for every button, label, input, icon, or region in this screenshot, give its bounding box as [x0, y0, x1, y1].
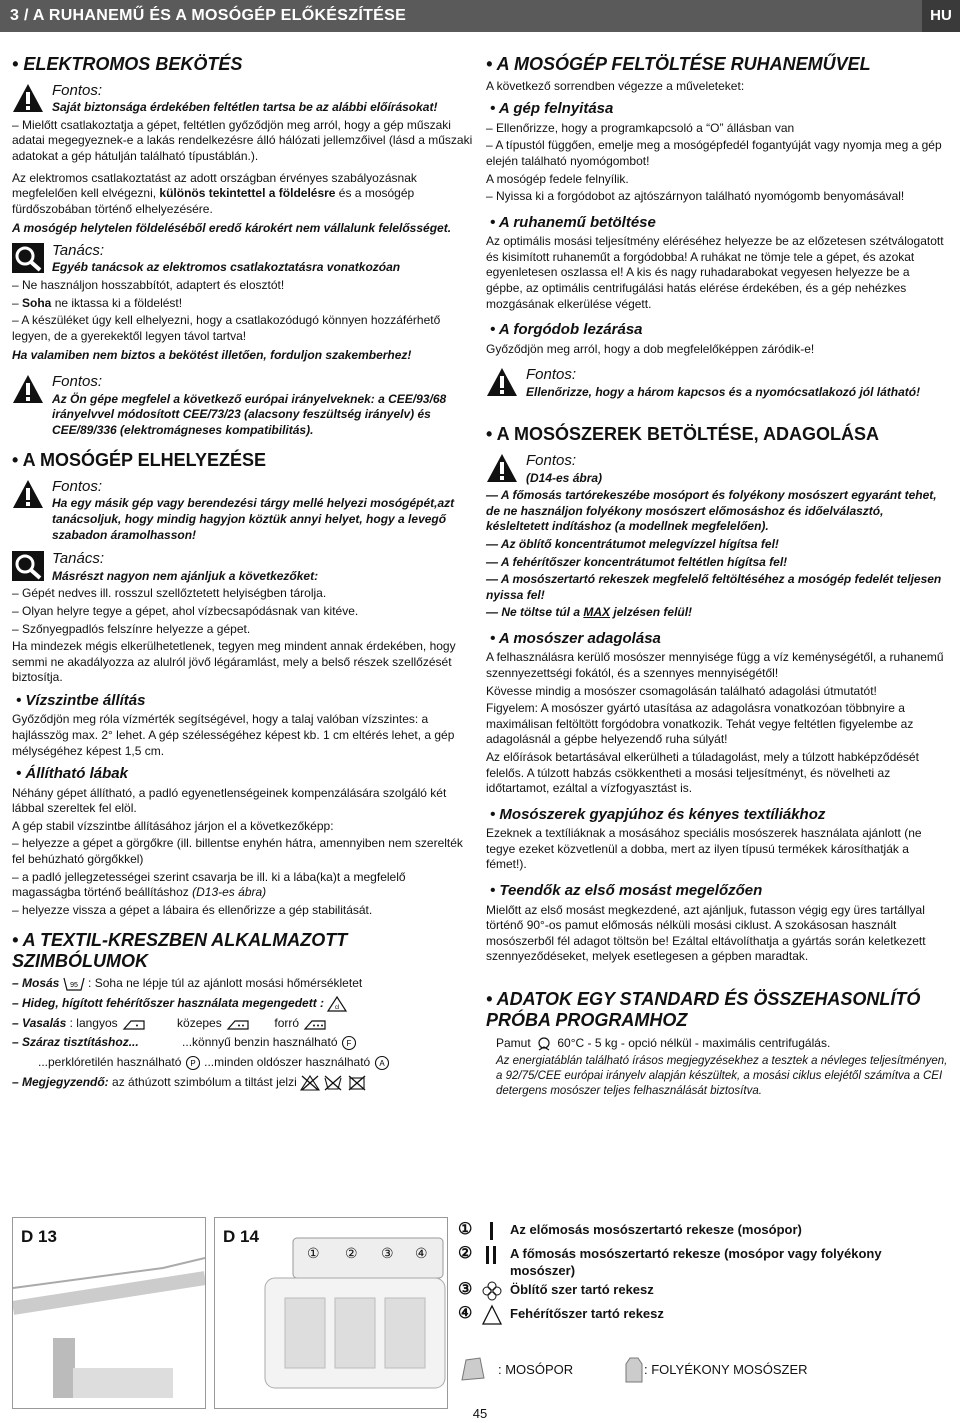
warning-icon [12, 374, 44, 404]
symbol-row [12, 1016, 475, 1032]
dryclean-f-icon [341, 1035, 357, 1051]
softener-flower-icon [482, 1280, 502, 1302]
page-number: 45 [472, 1406, 488, 1421]
page-header [0, 0, 960, 32]
subsection-title-felnyitas: • A gép felnyitása [490, 99, 948, 119]
bleach-label: cl [335, 1004, 340, 1011]
figure-d13 [12, 1217, 206, 1409]
paragraph: Az optimális mosási teljesítmény eléréséhez helyezze be az előzetesen szétválogatott és kisimított ruhaneműt a forgódobba! A ruhákat ne tömje tele a gépet, és azokat egyenletesen oszlassa el! A kis és nagy ruhadarabokat vegyesen helyezze be a gépbe, az optimális centrifugálási hatás elérése érdekében, és a gép nehézkes mozgásának elkerülése végett. [486, 234, 944, 311]
subsection-title-lezaras: • A forgódob lezárása [490, 320, 948, 340]
important-note [486, 365, 948, 400]
subsection-title-labak: • Állítható lábak [16, 764, 475, 784]
list-item: – Nyissa ki a forgódobot az ajtószárnyon található nyomógomb benyomásával! [486, 189, 905, 204]
warning-icon [486, 367, 518, 397]
tip-note [12, 549, 475, 584]
symbol-desc: ...perklóretilén használható [38, 1055, 182, 1070]
list-item: — A fehérítőszer koncentrátumot feltétlen hígítsa fel! [486, 554, 788, 569]
symbol-label: – Száraz tisztításhoz... [12, 1035, 139, 1050]
section-title-elektromos: • ELEKTROMOS BEKÖTÉS [12, 54, 475, 75]
dispenser-illustration [215, 1218, 447, 1408]
section-title-elhelyezes: • A MOSÓGÉP ELHELYEZÉSE [12, 450, 475, 471]
legend-item [458, 1222, 948, 1244]
figure-d14 [214, 1217, 448, 1409]
iron-hot-icon [302, 1017, 328, 1031]
warning-paragraph: A mosógép helytelen földeléséből eredő károkért nem vállalunk felelősséget. [12, 221, 452, 236]
list-item: – helyezze vissza a gépet a lábaira és ellenőrizze a gép stabilitását. [12, 902, 373, 917]
symbol-desc: közepes [177, 1015, 222, 1030]
symbol-label: – Megjegyzendő: [12, 1075, 109, 1090]
mainwash-symbol-icon [482, 1244, 502, 1266]
list-item: — Az öblítő koncentrátumot melegvízzel hígítsa fel! [486, 536, 779, 551]
note-text: Saját biztonsága érdekében feltétlen tartsa be az alábbi előírásokat! [52, 100, 438, 115]
figure-label: D 13 [21, 1227, 57, 1246]
list-item: – Ne használjon hosszabbítót, adaptert és elosztót! [12, 278, 285, 293]
symbol-row [12, 1075, 475, 1091]
paragraph: – Mielőtt csatlakoztatja a gépet, feltétlen győződjön meg arról, hogy a gép műszaki adatai megegyeznek-e a lakás rendelkezésre álló hálózati jellemzőivel (lásd a műszaki adatokat a gép hátulján található típustáblán.). [12, 117, 473, 163]
tip-body: Másrészt nagyon nem ajánljuk a következőket: [52, 568, 319, 583]
wash-temp: 95 [69, 981, 78, 989]
text: — Ne töltse túl a [486, 605, 584, 620]
subsection-title-adagolas: • A mosószer adagolása [490, 629, 948, 649]
tip-note [12, 241, 475, 276]
text: ne iktassa ki a földelést! [51, 295, 183, 310]
crossed-wash-icon [323, 1075, 343, 1091]
tip-body: Egyéb tanácsok az elektromos csatlakoztatásra vonatkozóan [52, 260, 401, 275]
dryclean-f-letter: F [346, 1039, 352, 1049]
dryclean-a-icon [374, 1055, 390, 1071]
cotton-icon [534, 1036, 554, 1052]
legend-number: ④ [458, 1304, 473, 1322]
list-item: – Gépét nedves ill. rosszul szellőztetett helyiségben tárolja. [12, 586, 327, 601]
note-body: Ellenőrizze, hogy a három kapcsos és a nyomócsatlakozó jól látható! [526, 384, 921, 399]
section-title-adatok: • ADATOK EGY STANDARD ÉS ÖSSZEHASONLÍTÓ PRÓBA PROGRAMHOZ [486, 989, 948, 1030]
symbol-row [12, 976, 475, 992]
text: Az elektromos csatlakoztatást az adott országban érvényes szabályozásnak megfelelően kell elvégezni, [12, 170, 417, 201]
dispenser-legend [458, 1222, 948, 1384]
warning-icon [12, 479, 44, 509]
wash-tub-icon [63, 976, 85, 992]
legend-text: A főmosás mosószertartó rekesze (mosópor vagy folyékony mosószer) [510, 1246, 882, 1278]
list-item: — A mosószertartó rekeszek megfelelő feltöltéséhez a mosógép fedelét teljesen nyissa fel! [486, 572, 942, 602]
list-item: – Szőnyegpadlós felszínre helyezze a gépet. [12, 621, 251, 636]
important-note [12, 81, 475, 116]
right-column [486, 54, 948, 1101]
paragraph: Ezeknek a textíliáknak a mosásához speciális mosószerek használata ajánlott (ne tegye ezeket közvetlenül a dobba, mert az ilyen típusú termékek károsíthatják a fémet!). [486, 826, 922, 872]
text: 60°C - 5 kg - opció nélkül - maximális centrifugálás. [557, 1036, 831, 1051]
bold-text: különös tekintettel a földelésre [159, 186, 336, 201]
list-item: – A készüléket úgy kell elhelyezni, hogy a csatlakozódugó könnyen hozzáférhető legyen, de a gyerekektől legyen távol tartva! [12, 313, 441, 343]
important-note [486, 451, 948, 486]
paragraph: A következő sorrendben végezze a műveleteket: [486, 78, 745, 93]
figure-ref: (D13-es ábra) [192, 885, 267, 900]
dryclean-a-letter: A [378, 1059, 385, 1069]
list-item [486, 605, 948, 621]
legend-item [458, 1282, 948, 1304]
left-column [12, 54, 475, 1093]
iron-low-icon [121, 1017, 147, 1031]
text: jelzésen felül! [610, 605, 693, 620]
section-title-symbols: • A TEXTIL-KRESZBEN ALKALMAZOTT SZIMBÓLUMOK [12, 930, 475, 971]
note-label: Fontos: [52, 477, 103, 495]
note-italic: Az energiatáblán található írásos megjegyzésekhez a tesztek a névleges teljesítményen, a 92/75/CEE európai irányelv alapján készültek, a mosási ciklus elejétől számítva a CEI detergens mosószer teljes felhasználását biztosítva. [496, 1055, 948, 1098]
bleach-symbol-icon [482, 1304, 502, 1326]
symbol-label: – Vasalás [12, 1015, 67, 1030]
important-note [12, 372, 475, 438]
paragraph: Figyelem: A mosószer gyártó utasítása az adagolásra vonatkozóan többnyire a maximálisan feltöltött forgódobra vonatkozik. Tehát vegye feltétlen figyelembe az adagolásnál a gépbe helyezendő ruha súlyát! [486, 701, 914, 747]
symbol-desc: forró [274, 1015, 300, 1030]
paragraph: Az előírások betartásával elkerülheti a túladagolást, mely a túlzott habképződését felelős. A túlzott habzás csökkentheti a mosási teljesítményt, és növelheti az időtartamot, ezáltal a vízfogyasztást is. [486, 750, 919, 796]
list-item: – Olyan helyre tegye a gépet, ahol vízbecsapódásnak van kitéve. [12, 603, 359, 618]
tray-number: ④ [415, 1245, 428, 1261]
legend-number: ② [458, 1245, 473, 1262]
tray-number: ③ [381, 1245, 394, 1261]
symbol-desc: : langyos [69, 1015, 118, 1030]
language-badge: HU [922, 0, 960, 32]
legend-text: Az előmosás mosószertartó rekesze (mosópor) [510, 1222, 802, 1237]
warning-icon [486, 453, 518, 483]
symbol-desc: ...könnyű benzin használható [182, 1035, 338, 1050]
text: – [12, 295, 23, 310]
paragraph: Győződjön meg róla vízmérték segítségével, hogy a talaj valóban vízszintes: a hajlásszög max. 2° lehet. A gép szélességéhez képest kb. 1 cm eltérés lehet, a gép mélységéhez képest 1,5 cm. [12, 712, 455, 758]
crossed-dry-icon [347, 1075, 367, 1091]
bleach-triangle-icon [327, 996, 347, 1012]
iron-medium-icon [225, 1017, 251, 1031]
tray-number: ① [307, 1245, 320, 1261]
max-mark: MAX [583, 605, 611, 620]
foot-illustration [13, 1218, 205, 1408]
note-label: Fontos: [52, 373, 103, 390]
warning-icon [12, 83, 44, 113]
bold-text: Soha [22, 295, 52, 310]
paragraph: Kövesse mindig a mosószer csomagolásán található adagolási útmutatót! [486, 683, 877, 698]
symbol-label: – Mosás [12, 975, 60, 990]
crossed-bleach-icon [300, 1075, 320, 1091]
list-item: – helyezze a gépet a görgőkre (ill. billentse enyhén hátra, amennyiben nem szerelték fel behúzható görgőkkel) [12, 836, 463, 867]
paragraph: Győződjön meg arról, hogy a dob megfelelőképpen záródik-e! [486, 341, 815, 356]
paragraph [12, 171, 475, 218]
prewash-symbol-icon [482, 1220, 502, 1242]
paragraph: A gép stabil vízszintbe állításához járjon el a következőképp: [12, 818, 334, 833]
symbol-row [12, 1035, 475, 1051]
legend-text: Öblítő szer tartó rekesz [510, 1281, 654, 1297]
important-note [12, 477, 475, 543]
dryclean-p-letter: P [190, 1059, 196, 1069]
list-item [12, 870, 475, 901]
subsection-title-gyapju: • Mosószerek gyapjúhoz és kényes textíliákhoz [490, 805, 948, 825]
list-item: – A típustól függően, emelje meg a mosógépfedél fogantyúját vagy nyomja meg a gép elején található nyomógombot! [486, 138, 942, 168]
symbol-desc: : Soha ne lépje túl az ajánlott mosási hőmérsékletet [88, 975, 363, 990]
symbol-row [12, 996, 475, 1012]
legend-item [458, 1246, 948, 1280]
detergent-types [458, 1354, 948, 1384]
note-body [52, 100, 475, 116]
powder-label: : MOSÓPOR [498, 1361, 574, 1377]
tip-label: Tanács: [52, 550, 104, 568]
header-title: 3 / A RUHANEMŰ ÉS A MOSÓGÉP ELŐKÉSZÍTÉSE [10, 7, 407, 24]
note-label: Fontos: [526, 366, 577, 384]
powder-icon [458, 1354, 488, 1384]
note-body: Az Ön gépe megfelel a következő európai irányelveknek: a CEE/93/68 irányelvvel módosított CEE/73/23 (alacsony feszültség irányelv) és CEE/89/336 (elektromágneses kompatibilitás). [52, 391, 447, 437]
section-title-feltoltes: • A MOSÓGÉP FELTÖLTÉSE RUHANEMŰVEL [486, 54, 948, 75]
tray-number: ② [345, 1245, 358, 1261]
advice-text: Ha valamiben nem biztos a bekötést illetően, forduljon szakemberhez! [12, 348, 412, 363]
section-title-mososzer: • A MOSÓSZEREK BETÖLTÉSE, ADAGOLÁSA [486, 424, 948, 445]
paragraph: Néhány gépet állítható, a padló egyenetlenségeinek kompenzálására szolgáló két lábbal szereltek fel elöl. [12, 785, 447, 816]
legend-number: ③ [458, 1280, 473, 1298]
legend-item [458, 1306, 948, 1328]
symbol-desc: az áthúzott szimbólum a tiltást jelzi [108, 1075, 297, 1090]
list-item: — A főmosás tartórekeszébe mosóport és folyékony mosószert egyaránt tehet, de ne használjon folyékony mosószert előmosáshoz és időelválasztó, késleltetett indításhoz (a modellnek megfelelően). [486, 488, 937, 534]
subsection-title-vizszintbe: • Vízszintbe állítás [16, 691, 475, 711]
symbol-desc: ...minden oldószer használható [204, 1055, 371, 1070]
symbol-row [12, 1055, 475, 1071]
note-body: Ha egy másik gép vagy berendezési tárgy mellé helyezi mosógépét,azt tanácsoljuk, hogy mindig hagyjon köztük annyi helyet, hogy a levegő szabadon áramolhasson! [52, 496, 455, 542]
paragraph: A mosógép fedele felnyílik. [486, 171, 629, 186]
figure-label: D 14 [223, 1227, 259, 1246]
paragraph: Mielőtt az első mosást megkezdené, azt ajánljuk, futasson végig egy üres tartállyal történő 90°-os pamut előmosás nélküli mosási ciklust. A szokásosan használt mosószerből fél adagot töltsön be! Ezáltal eltávolíthatja a gyártás során keletkezett szennyeződéseket, melyek esetlegesen a gépben maradtak. [486, 902, 926, 964]
magnifier-icon [12, 551, 44, 581]
magnifier-icon [12, 243, 44, 273]
symbol-label: – Hideg, hígított fehérítőszer használata megengedett : [12, 995, 325, 1010]
note-label: Fontos: [526, 452, 577, 470]
legend-text: Fehérítőszer tartó rekesz [510, 1305, 664, 1321]
paragraph: Ha mindezek mégis elkerülhetetlenek, tegyen meg mindent annak érdekében, hogy semmi ne akadályozza az alulról jövő légáramlást, mely a belső részek szellőzését biztosítja. [12, 639, 456, 685]
text: – a padló jellegzetességei szerint csavarja be ill. ki a lába(ka)t a megfelelő magasságba történő beállításhoz [12, 869, 406, 900]
text: Pamut [496, 1036, 531, 1051]
list-item: – Ellenőrizze, hogy a programkapcsoló a “O” állásban van [486, 120, 795, 135]
note-label: Fontos: [52, 81, 103, 99]
liquid-label: : FOLYÉKONY MOSÓSZER [644, 1361, 808, 1377]
legend-number: ① [458, 1221, 473, 1238]
subsection-title-teendok: • Teendők az első mosást megelőzően [490, 881, 948, 901]
subsection-title-betoltes: • A ruhanemű betöltése [490, 213, 948, 233]
dryclean-p-icon [185, 1055, 201, 1071]
text: és a mosógép fürdőszobában történő elhelyezésére. [12, 186, 415, 216]
tip-label: Tanács: [52, 241, 104, 259]
note-body: (D14-es ábra) [526, 470, 603, 485]
paragraph [486, 1036, 948, 1052]
list-item [12, 296, 475, 312]
paragraph: A felhasználásra kerülő mosószer mennyisége függ a víz keménységétől, a ruhanemű szennyezettségi fokától, és a szennyes mennyiségétől! [486, 650, 944, 681]
